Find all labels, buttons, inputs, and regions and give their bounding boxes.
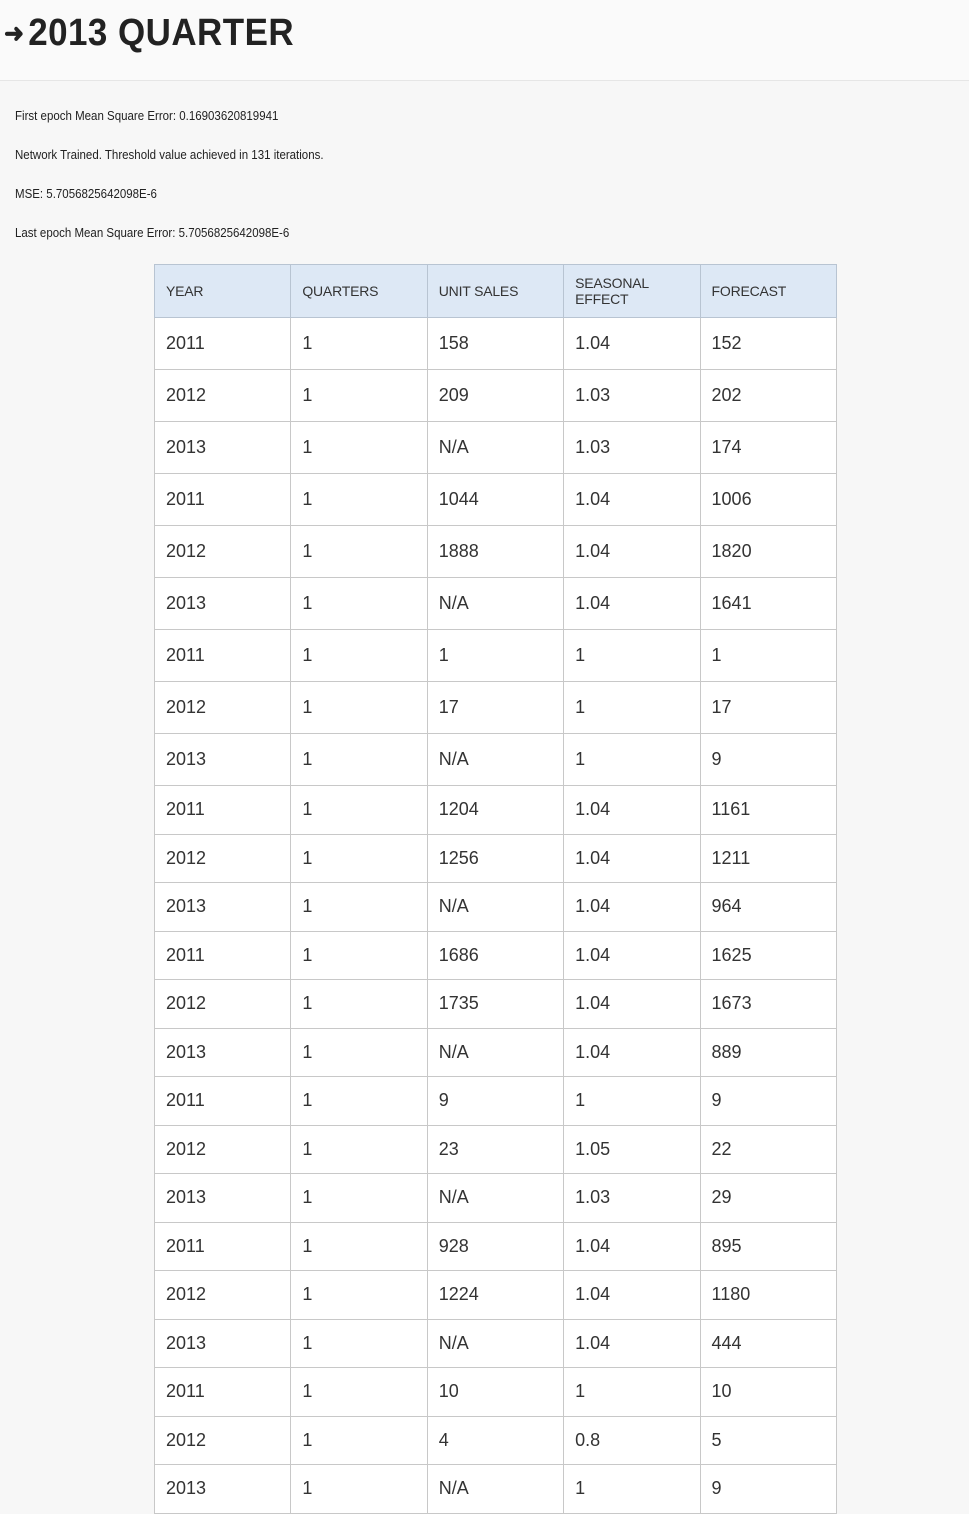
- column-header-year: YEAR: [155, 265, 291, 318]
- forecast-table: [154, 264, 837, 1514]
- cell-seasonal-effect: 1.04: [564, 1028, 700, 1077]
- cell-unit-sales: N/A: [427, 883, 563, 932]
- table-body: [155, 318, 837, 1514]
- table-header-row: [155, 265, 837, 318]
- page-header: [0, 0, 969, 81]
- cell-unit-sales: 9: [427, 1077, 563, 1126]
- table-row: [155, 630, 837, 682]
- cell-forecast: 152: [700, 318, 836, 370]
- cell-seasonal-effect: 1: [564, 734, 700, 786]
- cell-quarters: 1: [291, 1368, 427, 1417]
- table-row: [155, 1271, 837, 1320]
- cell-quarters: 1: [291, 834, 427, 883]
- cell-forecast: 9: [700, 734, 836, 786]
- cell-unit-sales: N/A: [427, 1174, 563, 1223]
- table-row: [155, 1465, 837, 1514]
- cell-unit-sales: 10: [427, 1368, 563, 1417]
- cell-forecast: 9: [700, 1465, 836, 1514]
- cell-unit-sales: 209: [427, 370, 563, 422]
- cell-seasonal-effect: 1: [564, 630, 700, 682]
- table-row: [155, 834, 837, 883]
- cell-unit-sales: N/A: [427, 734, 563, 786]
- table-row: [155, 422, 837, 474]
- cell-forecast: 22: [700, 1125, 836, 1174]
- cell-quarters: 1: [291, 883, 427, 932]
- table-row: [155, 370, 837, 422]
- cell-year: 2012: [155, 834, 291, 883]
- cell-unit-sales: N/A: [427, 1465, 563, 1514]
- cell-unit-sales: 4: [427, 1416, 563, 1465]
- cell-seasonal-effect: 1.04: [564, 883, 700, 932]
- cell-quarters: 1: [291, 318, 427, 370]
- cell-year: 2011: [155, 630, 291, 682]
- page-title-text: 2013 QUARTER: [28, 12, 295, 54]
- cell-year: 2013: [155, 1465, 291, 1514]
- cell-year: 2011: [155, 1077, 291, 1126]
- table-row: [155, 1222, 837, 1271]
- cell-quarters: 1: [291, 1416, 427, 1465]
- cell-unit-sales: 1224: [427, 1271, 563, 1320]
- cell-forecast: 5: [700, 1416, 836, 1465]
- column-header-forecast: FORECAST: [700, 265, 836, 318]
- cell-year: 2011: [155, 1368, 291, 1417]
- cell-year: 2013: [155, 578, 291, 630]
- cell-quarters: 1: [291, 578, 427, 630]
- cell-seasonal-effect: 1.04: [564, 578, 700, 630]
- cell-forecast: 444: [700, 1319, 836, 1368]
- cell-unit-sales: N/A: [427, 578, 563, 630]
- cell-seasonal-effect: 1.04: [564, 526, 700, 578]
- network-trained-message: Network Trained. Threshold value achieved in 131 iterations.: [15, 148, 324, 162]
- cell-quarters: 1: [291, 1222, 427, 1271]
- cell-quarters: 1: [291, 1465, 427, 1514]
- table-row: [155, 1368, 837, 1417]
- cell-forecast: 895: [700, 1222, 836, 1271]
- cell-forecast: 1641: [700, 578, 836, 630]
- cell-forecast: 1625: [700, 931, 836, 980]
- table-row: [155, 1416, 837, 1465]
- table-row: [155, 474, 837, 526]
- cell-quarters: 1: [291, 370, 427, 422]
- cell-seasonal-effect: 1: [564, 1368, 700, 1417]
- cell-year: 2013: [155, 1319, 291, 1368]
- cell-unit-sales: 17: [427, 682, 563, 734]
- cell-forecast: 174: [700, 422, 836, 474]
- cell-seasonal-effect: 1.04: [564, 1319, 700, 1368]
- column-header-unit-sales: UNIT SALES: [427, 265, 563, 318]
- cell-quarters: 1: [291, 734, 427, 786]
- cell-forecast: 964: [700, 883, 836, 932]
- table-row: [155, 1174, 837, 1223]
- cell-quarters: 1: [291, 1028, 427, 1077]
- table-row: [155, 1125, 837, 1174]
- cell-seasonal-effect: 1: [564, 1465, 700, 1514]
- page-title: [4, 12, 294, 55]
- cell-year: 2013: [155, 1174, 291, 1223]
- cell-year: 2011: [155, 318, 291, 370]
- cell-forecast: 10: [700, 1368, 836, 1417]
- cell-unit-sales: 158: [427, 318, 563, 370]
- cell-quarters: 1: [291, 1271, 427, 1320]
- cell-unit-sales: 1: [427, 630, 563, 682]
- table-row: [155, 1028, 837, 1077]
- training-stats: [15, 106, 350, 262]
- cell-year: 2012: [155, 980, 291, 1029]
- table-row: [155, 734, 837, 786]
- cell-seasonal-effect: 1.04: [564, 474, 700, 526]
- cell-year: 2011: [155, 786, 291, 835]
- cell-year: 2013: [155, 422, 291, 474]
- cell-forecast: 29: [700, 1174, 836, 1223]
- cell-forecast: 1211: [700, 834, 836, 883]
- cell-seasonal-effect: 1.03: [564, 370, 700, 422]
- last-epoch-error: Last epoch Mean Square Error: 5.7056825642098E-6: [15, 226, 290, 240]
- cell-seasonal-effect: 1: [564, 682, 700, 734]
- cell-forecast: 17: [700, 682, 836, 734]
- cell-year: 2012: [155, 370, 291, 422]
- mse-value: MSE: 5.7056825642098E-6: [15, 187, 157, 201]
- table-row: [155, 682, 837, 734]
- cell-seasonal-effect: 1.04: [564, 980, 700, 1029]
- cell-seasonal-effect: 1: [564, 1077, 700, 1126]
- cell-quarters: 1: [291, 474, 427, 526]
- cell-quarters: 1: [291, 630, 427, 682]
- cell-unit-sales: N/A: [427, 1028, 563, 1077]
- cell-forecast: 1180: [700, 1271, 836, 1320]
- cell-year: 2013: [155, 1028, 291, 1077]
- cell-seasonal-effect: 1.04: [564, 931, 700, 980]
- cell-unit-sales: 23: [427, 1125, 563, 1174]
- cell-seasonal-effect: 1.04: [564, 834, 700, 883]
- cell-seasonal-effect: 1.05: [564, 1125, 700, 1174]
- cell-year: 2013: [155, 883, 291, 932]
- cell-quarters: 1: [291, 422, 427, 474]
- table-row: [155, 1319, 837, 1368]
- cell-seasonal-effect: 1.03: [564, 1174, 700, 1223]
- cell-forecast: 889: [700, 1028, 836, 1077]
- table-row: [155, 786, 837, 835]
- cell-forecast: 1161: [700, 786, 836, 835]
- cell-forecast: 9: [700, 1077, 836, 1126]
- cell-year: 2012: [155, 1271, 291, 1320]
- cell-quarters: 1: [291, 1125, 427, 1174]
- arrow-right-icon: ➜: [4, 18, 25, 48]
- cell-forecast: 1820: [700, 526, 836, 578]
- cell-year: 2012: [155, 1416, 291, 1465]
- table-row: [155, 931, 837, 980]
- table-row: [155, 1077, 837, 1126]
- cell-unit-sales: 1044: [427, 474, 563, 526]
- table-row: [155, 578, 837, 630]
- cell-unit-sales: N/A: [427, 422, 563, 474]
- cell-quarters: 1: [291, 526, 427, 578]
- cell-forecast: 1673: [700, 980, 836, 1029]
- cell-year: 2012: [155, 682, 291, 734]
- cell-seasonal-effect: 1.03: [564, 422, 700, 474]
- cell-seasonal-effect: 1.04: [564, 1271, 700, 1320]
- cell-unit-sales: 928: [427, 1222, 563, 1271]
- cell-year: 2011: [155, 931, 291, 980]
- column-header-seasonal-effect: SEASONAL EFFECT: [564, 265, 700, 318]
- cell-year: 2012: [155, 526, 291, 578]
- table-row: [155, 980, 837, 1029]
- cell-quarters: 1: [291, 931, 427, 980]
- cell-year: 2013: [155, 734, 291, 786]
- cell-quarters: 1: [291, 980, 427, 1029]
- cell-quarters: 1: [291, 682, 427, 734]
- table-row: [155, 318, 837, 370]
- cell-unit-sales: 1204: [427, 786, 563, 835]
- cell-seasonal-effect: 1.04: [564, 1222, 700, 1271]
- cell-forecast: 1006: [700, 474, 836, 526]
- cell-year: 2012: [155, 1125, 291, 1174]
- cell-unit-sales: 1888: [427, 526, 563, 578]
- column-header-quarters: QUARTERS: [291, 265, 427, 318]
- cell-seasonal-effect: 0.8: [564, 1416, 700, 1465]
- cell-quarters: 1: [291, 1077, 427, 1126]
- cell-quarters: 1: [291, 1319, 427, 1368]
- cell-unit-sales: 1735: [427, 980, 563, 1029]
- cell-quarters: 1: [291, 1174, 427, 1223]
- cell-seasonal-effect: 1.04: [564, 318, 700, 370]
- cell-unit-sales: 1256: [427, 834, 563, 883]
- cell-unit-sales: 1686: [427, 931, 563, 980]
- first-epoch-error: First epoch Mean Square Error: 0.16903620819941: [15, 109, 279, 123]
- cell-seasonal-effect: 1.04: [564, 786, 700, 835]
- cell-quarters: 1: [291, 786, 427, 835]
- table-row: [155, 526, 837, 578]
- cell-forecast: 1: [700, 630, 836, 682]
- cell-forecast: 202: [700, 370, 836, 422]
- cell-unit-sales: N/A: [427, 1319, 563, 1368]
- table-row: [155, 883, 837, 932]
- cell-year: 2011: [155, 1222, 291, 1271]
- cell-year: 2011: [155, 474, 291, 526]
